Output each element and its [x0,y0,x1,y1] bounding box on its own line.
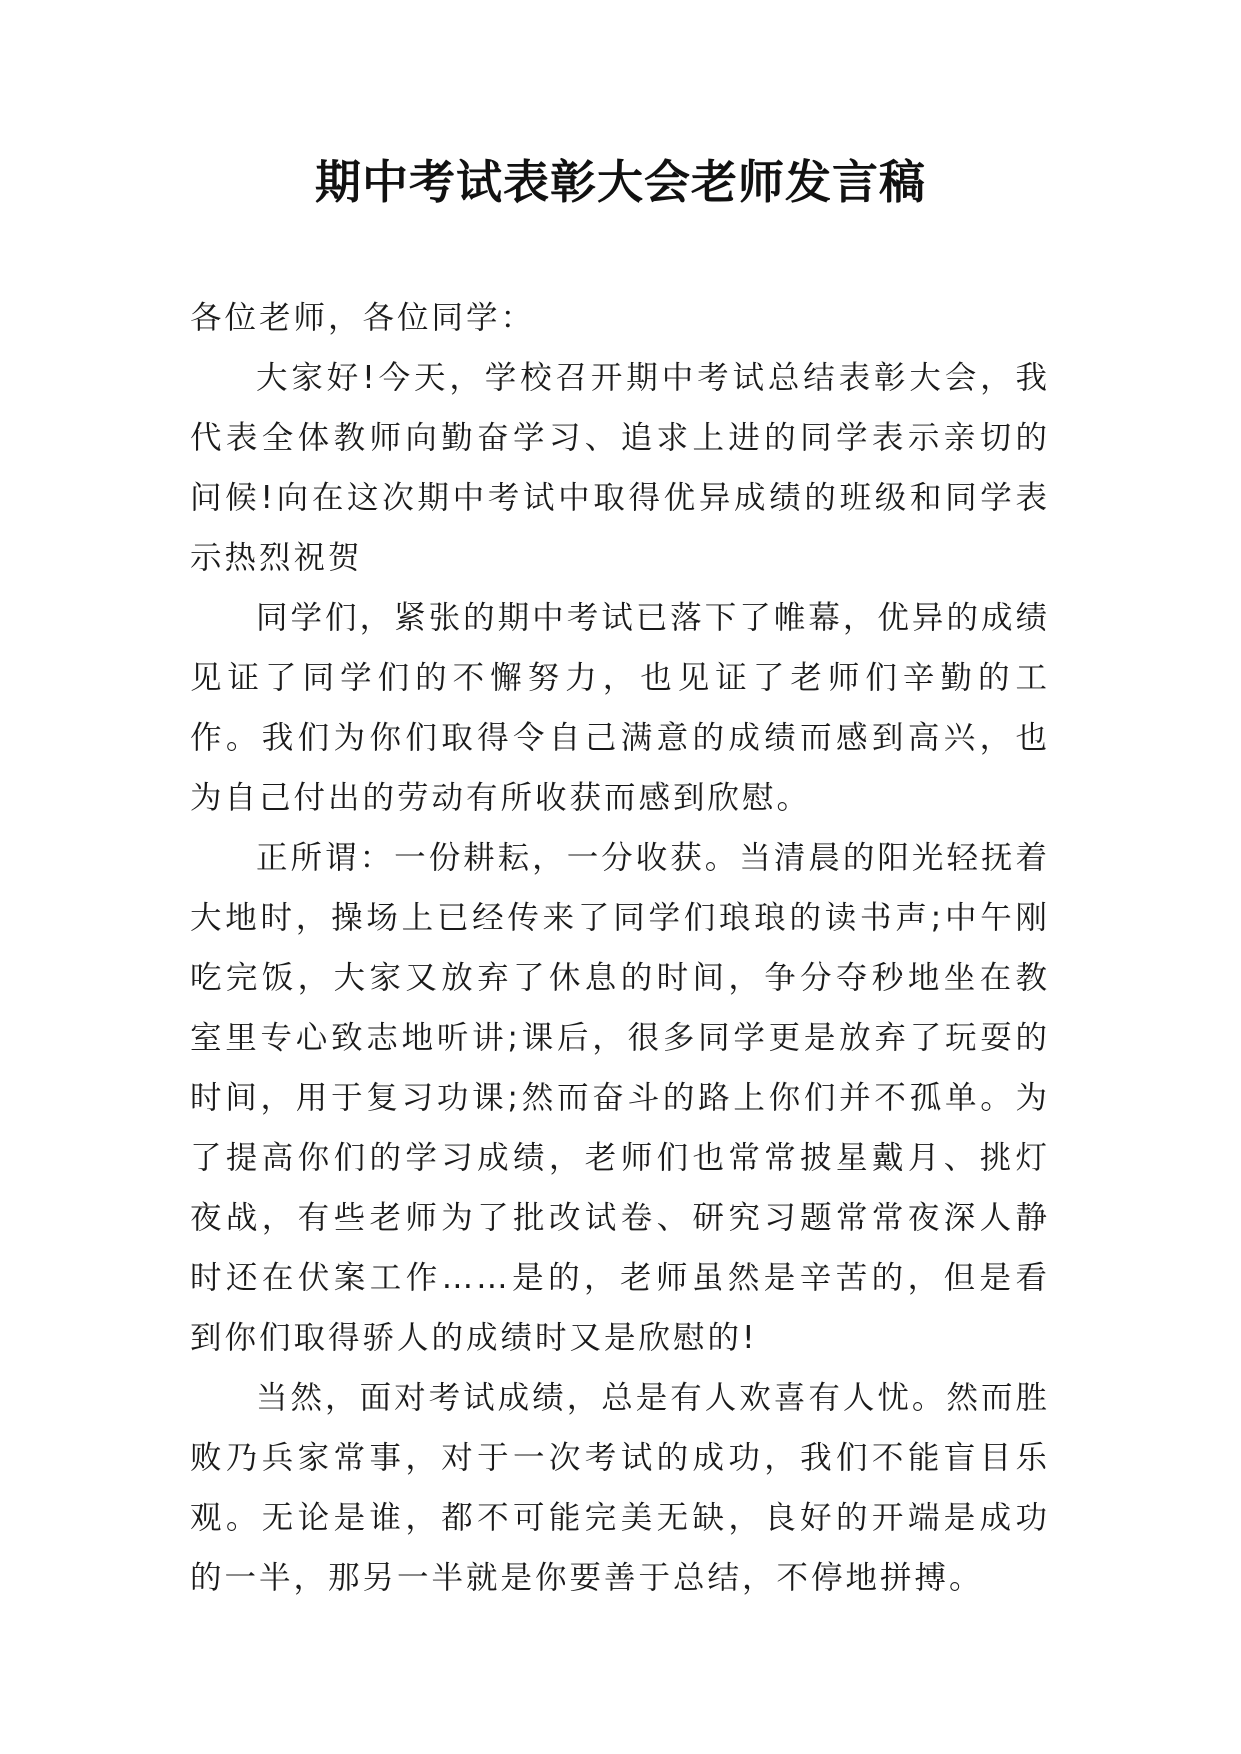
paragraph-closing: 当然，面对考试成绩，总是有人欢喜有人忧。然而胜败乃兵家常事，对于一次考试的成功，我们不能盲目乐观。无论是谁，都不可能完美无缺，良好的开端是成功的一半，那另一半就是你要善于总结，不停地拼搏。 [190,1380,1050,1596]
paragraph-hard-work: 正所谓：一份耕耘，一分收获。当清晨的阳光轻抚着大地时，操场上已经传来了同学们琅琅的读书声;中午刚吃完饭，大家又放弃了休息的时间，争分夺秒地坐在教室里专心致志地听讲;课后，很多同学更是放弃了玩耍的时间，用于复习功课;然而奋斗的路上你们并不孤单。为了提高你们的学习成绩，老师们也常常披星戴月、挑灯夜战，有些老师为了批改试卷、研究习题常常夜深人静时还在伏案工作……是的，老师虽然是辛苦的，但是看到你们取得骄人的成绩时又是欣慰的! [190,840,1050,1356]
page-title: 期中考试表彰大会老师发言稿 [315,155,926,209]
salutation: 各位老师，各位同学： [190,300,536,336]
document-body [190,288,1050,1608]
paragraph-exam-ended: 同学们，紧张的期中考试已落下了帷幕，优异的成绩见证了同学们的不懈努力，也见证了老师们辛勤的工作。我们为你们取得令自己满意的成绩而感到高兴，也为自己付出的劳动有所收获而感到欣慰。 [190,600,1050,816]
paragraph-opening: 大家好!今天，学校召开期中考试总结表彰大会，我代表全体教师向勤奋学习、追求上进的同学表示亲切的问候!向在这次期中考试中取得优异成绩的班级和同学表示热烈祝贺 [190,360,1050,576]
